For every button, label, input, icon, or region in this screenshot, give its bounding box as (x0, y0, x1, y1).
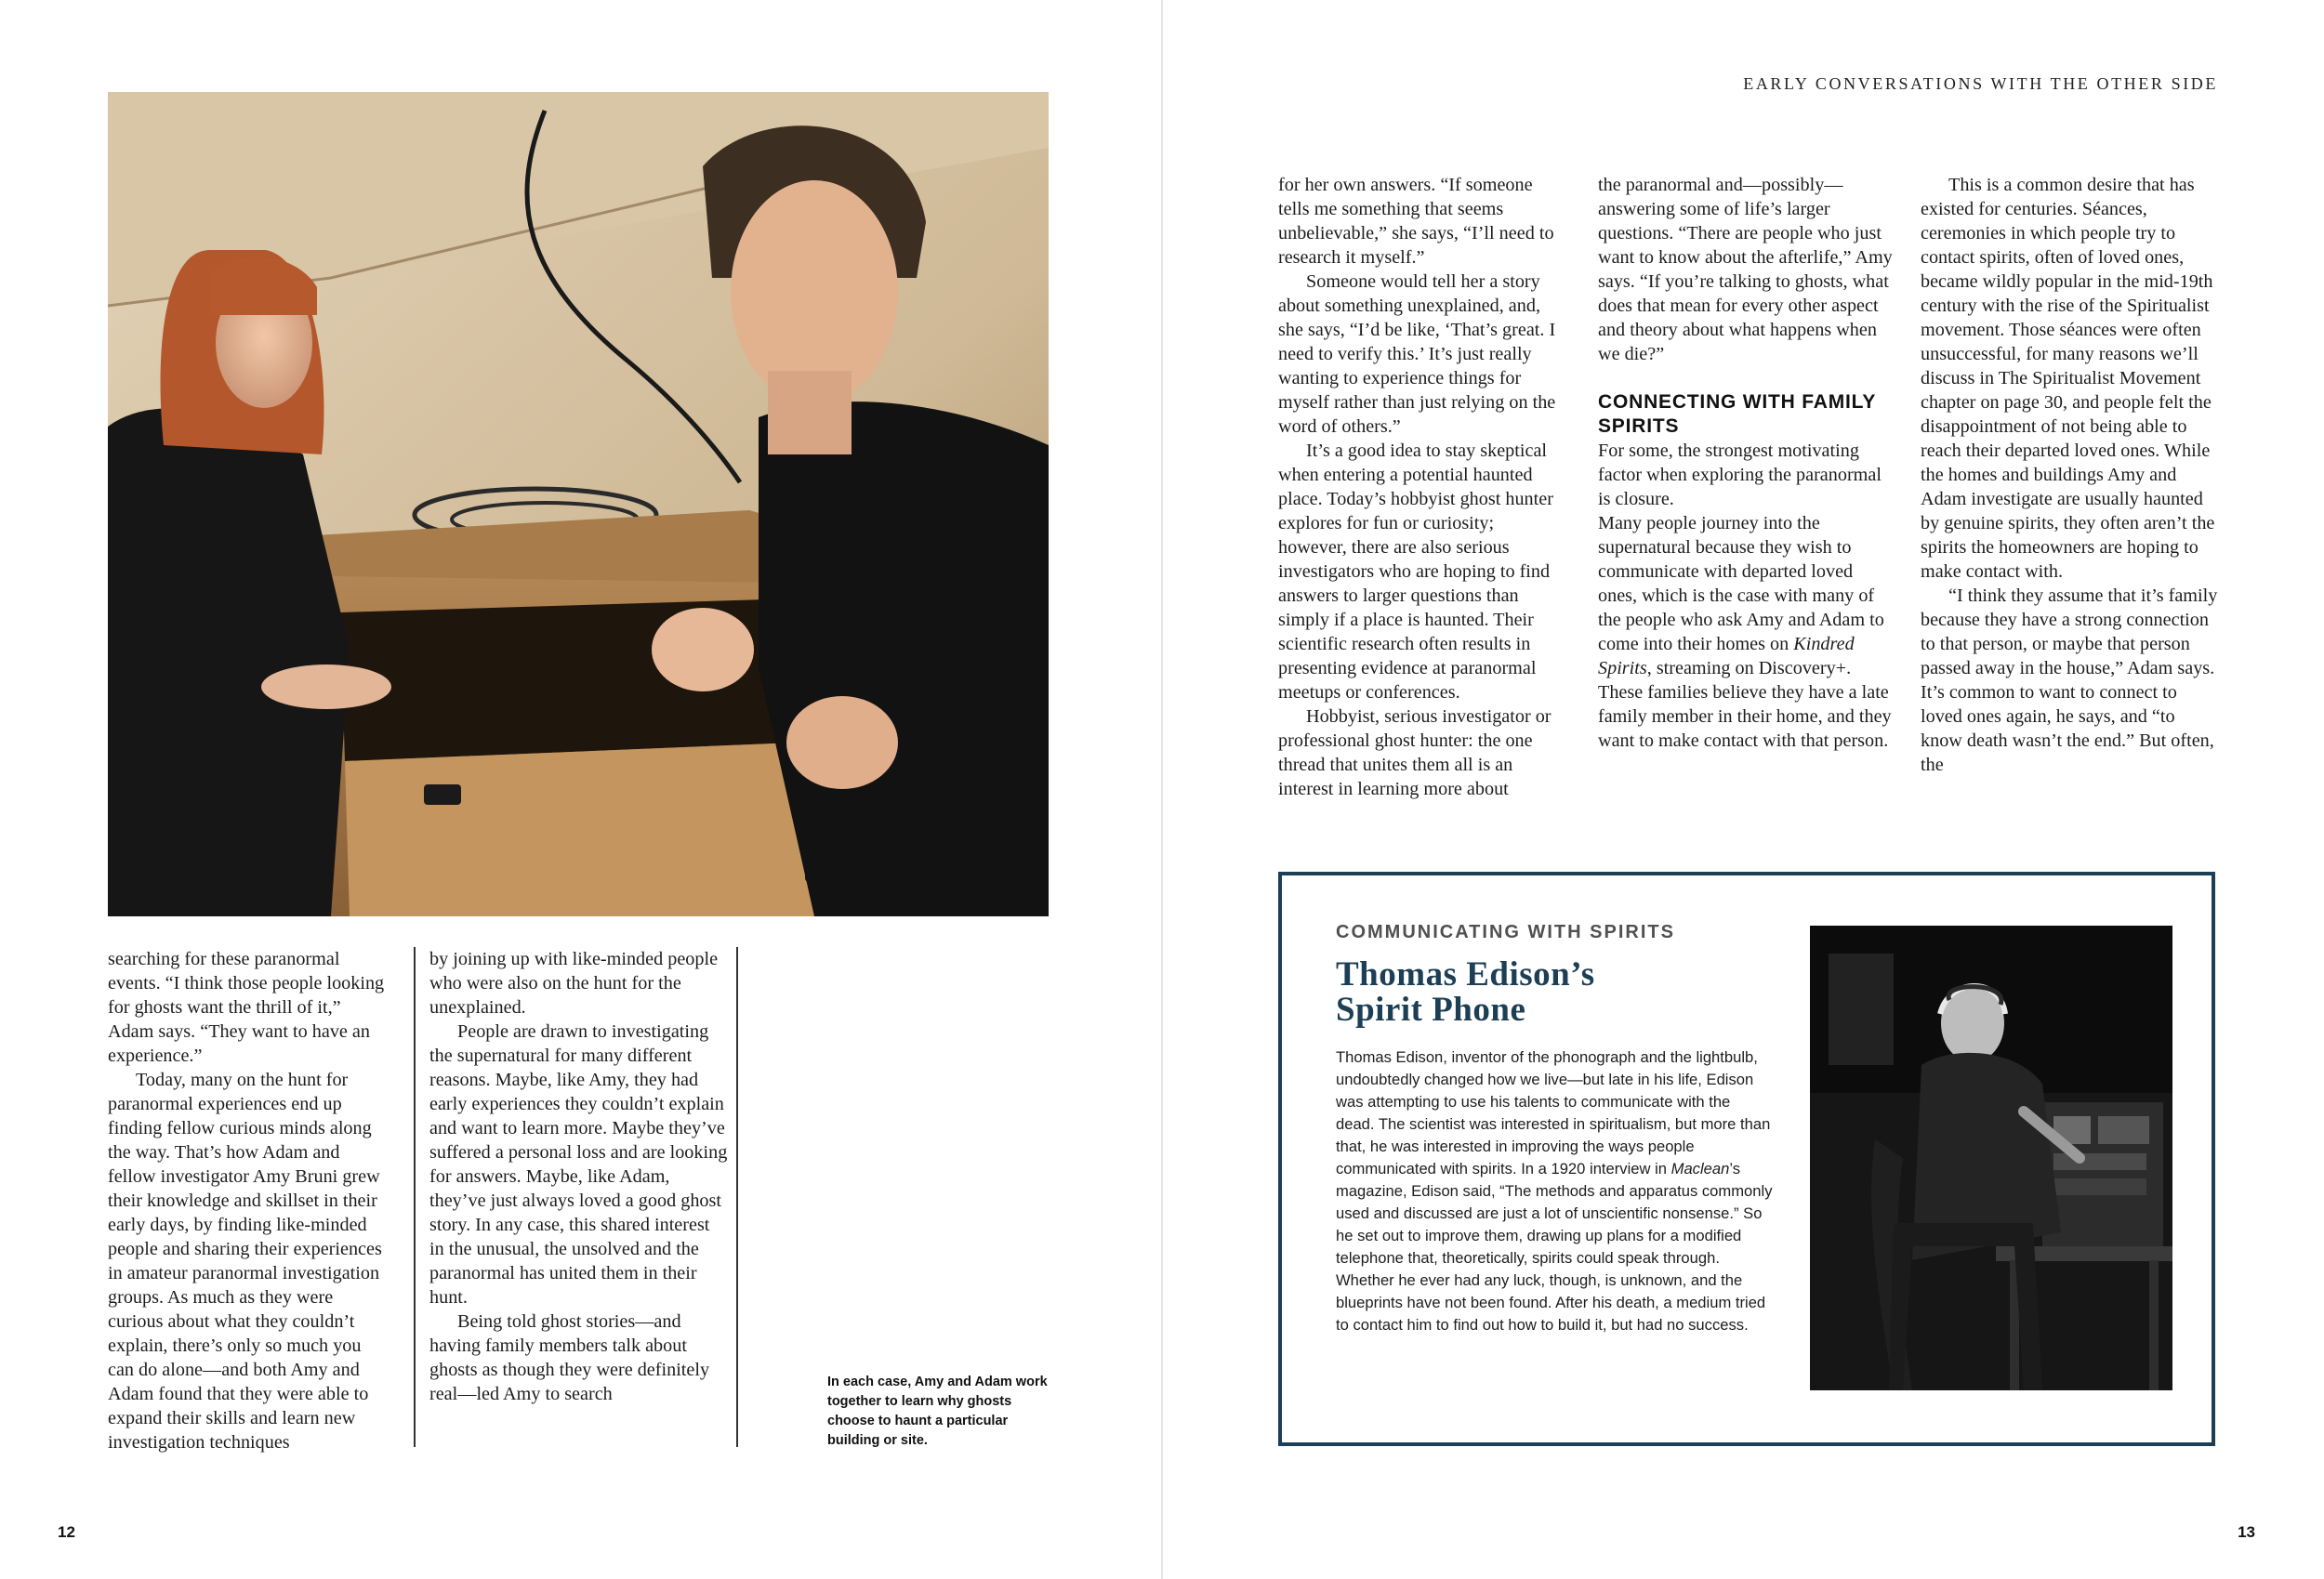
paragraph: For some, the strongest motivating factor when exploring the paranormal is closure. (1598, 441, 1882, 509)
paragraph-text: Many people journey into the supernatural because they wish to communicate with departed loved ones, which is the case with many of the people who ask Amy and Adam to come into their homes on (1598, 513, 1884, 654)
sidebar-text: ’s magazine, Edison said, “The methods and apparatus commonly used and discussed are just a lot of unscientific nonsense.” So he set out to improve them, drawing up plans for a modified telephone that, theoretically, spirits could speak through. Whether he ever had any luck, though, is unknown, and the blueprints have not been found. After his death, a medium tried to contact him to find out how to build it, but had no success. (1336, 1160, 1773, 1334)
photo-caption: In each case, Amy and Adam work together to learn why ghosts choose to haunt a particular building or site. (827, 1375, 1048, 1448)
right-column-2 (1598, 173, 1895, 753)
column-rule (414, 947, 416, 1447)
paragraph: “I think they assume that it’s family because they have a strong connection to that person, or maybe that person passed away in the house,” Adam says. It’s common to want to connect to loved ones again, he says, and “to know death wasn’t the end.” But often, the (1921, 586, 2218, 775)
investigators-photo (108, 92, 1049, 916)
paragraph: Being told ghost stories—and having family members talk about ghosts as though they were definitely real—led Amy to search (429, 1311, 710, 1404)
paragraph: Today, many on the hunt for paranormal experiences end up finding fellow curious minds along the way. That’s how Adam and fellow investigator Amy Bruni grew their knowledge and skillset in their early days, by finding like-minded people and sharing their experiences in amateur paranormal investigation groups. As much as they were curious about what they couldn’t explain, there’s only so much you can do alone—and both Amy and Adam found that they were able to expand their skills and learn new investigation techniques (108, 1070, 382, 1453)
photo-illustration (108, 92, 1049, 916)
spread-gutter (1161, 0, 1163, 1579)
sidebar-title (1336, 957, 1726, 1028)
paragraph: Hobbyist, serious investigator or professional ghost hunter: the one thread that unites them all is an interest in learning more about (1278, 706, 1552, 799)
edison-photo (1810, 926, 2172, 1390)
paragraph-text: , streaming on Discovery+. These families believe they have a late family member in their home, and they want to make contact with that person. (1598, 658, 1892, 751)
section-subhead: CONNECTING WITH FAMILY SPIRITS (1598, 391, 1876, 437)
paragraph: This is a common desire that has existed for centuries. Séances, ceremonies in which people try to contact spirits, often of loved ones, became wildly popular in the mid-19th century with the rise of the Spiritualist movement. Those séances were often unsuccessful, for many reasons we’ll discuss in The Spiritualist Movement chapter on page 30, and people felt the disappointment of not being able to reach their departed loved ones. While the homes and buildings Amy and Adam investigate are usually haunted by genuine spirits, they often aren’t the spirits the homeowners are hoping to make contact with. (1921, 175, 2215, 582)
paragraph: searching for these paranormal events. “I think those people looking for ghosts want the thrill of it,” Adam says. “They want to have an experience.” (108, 949, 385, 1066)
right-column-3 (1921, 173, 2218, 777)
show-title: Kindred Spirits (1598, 634, 1855, 678)
paragraph: for her own answers. “If someone tells me something that seems unbelievable,” she says, “I’ll need to research it myself.” (1278, 175, 1554, 268)
left-column-1 (108, 947, 387, 1454)
paragraph: by joining up with like-minded people who were also on the hunt for the unexplained. (429, 949, 719, 1018)
magazine-title: Maclean (1670, 1160, 1730, 1178)
sidebar-body (1336, 1046, 1773, 1336)
sidebar-text: Thomas Edison, inventor of the phonograph and the lightbulb, undoubtedly changed how we live—but late in his life, Edison was attempting to use his talents to communicate with the dead. The scientist was interested in spiritualism, but more than that, he was interested in improving the ways people communicated with spirits. In a 1920 interview in (1336, 1048, 1771, 1178)
paragraph: the paranormal and—possibly—answering some of life’s larger questions. “There are people who just want to know about the afterlife,” Amy says. “If you’re talking to ghosts, what does that mean for every other aspect and theory about what happens when we die?” (1598, 175, 1893, 364)
sidebar-kicker: COMMUNICATING WITH SPIRITS (1336, 922, 1675, 942)
edison-sidebar (1278, 872, 2215, 1446)
running-head: EARLY CONVERSATIONS WITH THE OTHER SIDE (1743, 74, 2218, 93)
sidebar-title-line: Spirit Phone (1336, 991, 1526, 1029)
column-rule (736, 947, 738, 1447)
right-column-1 (1278, 173, 1566, 801)
page-number-left: 12 (58, 1523, 75, 1541)
paragraph (1598, 511, 1895, 753)
paragraph: People are drawn to investigating the supernatural for many different reasons. Maybe, like Amy, they had early experiences they couldn’t explain and want to learn more. Maybe they’ve suffered a personal loss and are looking for answers. Maybe, like Adam, they’ve just always loved a good ghost story. In any case, this shared interest in the unusual, the unsolved and the paranormal has united them in their hunt. (429, 1021, 728, 1308)
left-column-2 (429, 947, 729, 1406)
paragraph: Someone would tell her a story about something unexplained, and, she says, “I’d be like, ‘That’s great. I need to verify this.’ It’s just really wanting to experience things for myself rather than just relying on the word of others.” (1278, 271, 1556, 437)
sidebar-title-line: Thomas Edison’s (1336, 955, 1595, 993)
paragraph: It’s a good idea to stay skeptical when entering a potential haunted place. Today’s hobbyist ghost hunter explores for fun or curiosity; however, there are also serious investigators who are hoping to find answers to larger questions than simply if a place is haunted. Their scientific research often results in presenting evidence at paranormal meetups or conferences. (1278, 441, 1553, 703)
edison-photo-illustration (1810, 926, 2172, 1390)
page-number-right: 13 (2238, 1523, 2255, 1541)
